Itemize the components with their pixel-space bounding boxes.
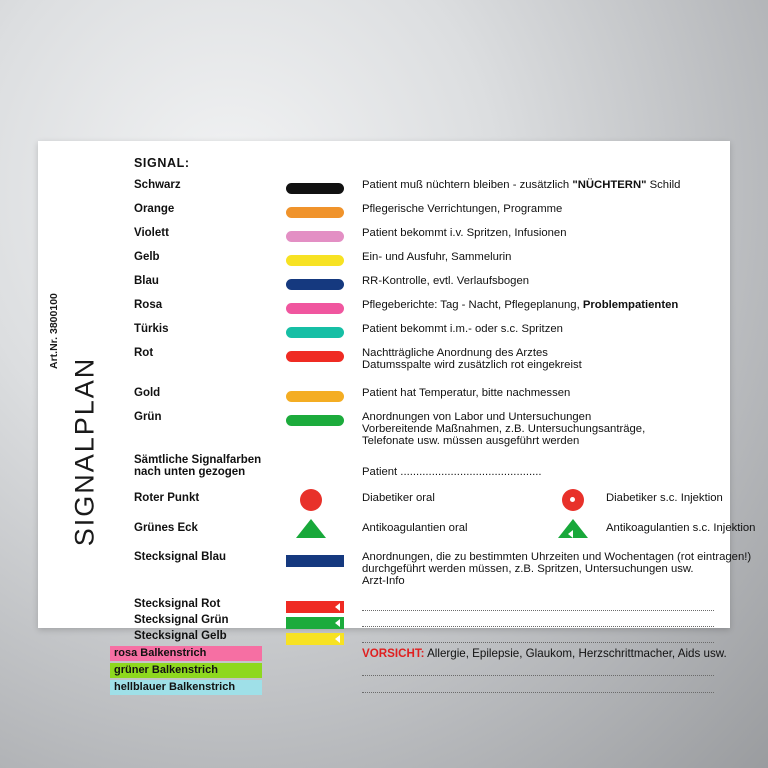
dotted-fill-line (362, 625, 714, 627)
signal-desc-line3: Telefonate usw. müssen ausgeführt werden (362, 435, 580, 447)
signal-label: Rot (134, 347, 154, 359)
signal-desc: Patient bekommt i.v. Spritzen, Infusionen (362, 227, 567, 239)
signal-desc-line2: Datumsspalte wird zusätzlich rot eingekreist (362, 359, 582, 371)
steck-desc-line2: durchgeführt werden müssen, z.B. Spritzen, Untersuchungen usw. (362, 563, 694, 575)
article-number: Art.Nr. 3800100 (48, 293, 60, 369)
steck-signal-blue-icon (286, 555, 344, 567)
steck-desc: Anordnungen, die zu bestimmten Uhrzeiten und Wochentagen (rot eintragen!) (362, 551, 752, 563)
signal-desc: Pflegerische Verrichtungen, Programme (362, 203, 563, 215)
pulled-down-label-line2: nach unten gezogen (134, 466, 246, 478)
signal-desc: Anordnungen von Labor und Untersuchungen (362, 411, 592, 423)
stripe-swatch-hellblau (110, 680, 262, 695)
steck-row-rot (96, 598, 721, 614)
color-bar-blau (286, 279, 344, 290)
pulled-down-label-line1: Sämtliche Signalfarben (134, 454, 262, 466)
steck-signal-yellow-icon (286, 633, 344, 645)
red-dot-swatch (286, 489, 352, 503)
steck-arrow-icon (335, 603, 340, 611)
page-title: SIGNALPLAN (69, 356, 100, 547)
signal-row-tuerkis (96, 323, 721, 345)
signal-desc: Patient bekommt i.m.- oder s.c. Spritzen (362, 323, 563, 335)
green-triangle-swatch (286, 517, 352, 531)
dotted-fill-line (362, 674, 714, 676)
stripe-swatch-rosa (110, 646, 262, 661)
signal-row-rosa (96, 299, 721, 321)
signal-desc: Pflegeberichte: Tag - Nacht, Pflegeplanung, Problempatienten (362, 299, 679, 311)
stripe-row-rosa (96, 646, 727, 662)
stripe-label: hellblauer Balkenstrich (114, 681, 236, 693)
signalplan-card (38, 141, 756, 693)
stripe-row-hellblau (96, 680, 721, 696)
signal-swatch (286, 253, 352, 267)
dotted-fill-line (362, 691, 714, 693)
signal-header: SIGNAL: (134, 156, 190, 170)
signal-label: Gold (134, 387, 161, 399)
triangle-notch-icon (568, 530, 573, 538)
shape-desc-right: Diabetiker s.c. Injektion (606, 492, 723, 504)
steck-signal-red-icon (286, 601, 344, 613)
signal-row-violett (96, 227, 721, 249)
signal-swatch (286, 205, 352, 219)
steck-row-blau (96, 551, 752, 597)
steck-row-gelb (96, 630, 721, 646)
signal-row-rot (96, 347, 721, 381)
steck-label: Stecksignal Blau (134, 551, 227, 563)
steck-arrow-icon (335, 635, 340, 643)
steck-body (286, 555, 344, 567)
stripe-swatch-gruen (110, 663, 262, 678)
color-bar-gruen (286, 415, 344, 426)
signal-swatch (286, 389, 352, 403)
dotted-fill-line (362, 641, 714, 643)
steck-swatch-gelb (286, 631, 352, 645)
signal-desc: RR-Kontrolle, evtl. Verlaufsbogen (362, 275, 530, 287)
red-dot-icon (300, 489, 322, 511)
signal-swatch (286, 413, 352, 427)
shape-label: Grünes Eck (134, 522, 198, 534)
signal-label: Türkis (134, 323, 169, 335)
signal-label: Rosa (134, 299, 163, 311)
signal-row-gold (96, 387, 721, 409)
signal-label: Blau (134, 275, 159, 287)
red-dot-injection-swatch (548, 489, 614, 503)
pulled-down-desc: Patient ............................................. (362, 466, 542, 478)
steck-swatch-gruen (286, 615, 352, 629)
signal-desc-line2: Vorbereitende Maßnahmen, z.B. Untersuchungsanträge, (362, 423, 646, 435)
color-bar-schwarz (286, 183, 344, 194)
signal-desc: Nachtträgliche Anordnung des Arztes (362, 347, 548, 359)
signal-label: Orange (134, 203, 175, 215)
shape-row-roter-punkt (96, 489, 721, 515)
signal-swatch (286, 181, 352, 195)
color-bar-rosa (286, 303, 344, 314)
pulled-down-row (96, 454, 721, 482)
shape-label: Roter Punkt (134, 492, 200, 504)
steck-arrow-icon (335, 619, 340, 627)
green-triangle-injection-swatch (548, 517, 614, 531)
steck-swatch-blau (286, 553, 352, 567)
color-bar-gold (286, 391, 344, 402)
steck-label: Stecksignal Gelb (134, 630, 227, 642)
signal-desc: Patient muß nüchtern bleiben - zusätzlich "NÜCHTERN" Schild (362, 179, 681, 191)
steck-row-gruen (96, 614, 721, 630)
shape-desc-left: Diabetiker oral (362, 492, 435, 504)
signal-label: Violett (134, 227, 169, 239)
signal-desc: Ein- und Ausfuhr, Sammelurin (362, 251, 512, 263)
signal-swatch (286, 277, 352, 291)
steck-desc-line3: Arzt-Info (362, 575, 405, 587)
green-triangle-notched-icon (558, 519, 588, 538)
signal-label: Schwarz (134, 179, 181, 191)
color-bar-rot (286, 351, 344, 362)
shape-row-gruenes-eck (96, 517, 756, 543)
signal-desc: Patient hat Temperatur, bitte nachmessen (362, 387, 571, 399)
signal-swatch (286, 325, 352, 339)
color-bar-gelb (286, 255, 344, 266)
signal-label: Gelb (134, 251, 160, 263)
card-content (96, 149, 756, 693)
warning-text: VORSICHT: Allergie, Epilepsie, Glaukom, Herzschrittmacher, Aids usw. (362, 647, 727, 660)
signal-label: Grün (134, 411, 162, 423)
steck-label: Stecksignal Rot (134, 598, 221, 610)
signal-swatch (286, 229, 352, 243)
color-bar-orange (286, 207, 344, 218)
signal-row-blau (96, 275, 721, 297)
color-bar-violett (286, 231, 344, 242)
steck-signal-green-icon (286, 617, 344, 629)
signal-row-gelb (96, 251, 721, 273)
stripe-row-gruen (96, 663, 721, 679)
shape-desc-right: Antikoagulantien s.c. Injektion (606, 522, 756, 534)
shape-desc-left: Antikoagulantien oral (362, 522, 468, 534)
white-center-dot-icon (570, 497, 575, 502)
signal-swatch (286, 301, 352, 315)
signal-row-orange (96, 203, 721, 225)
steck-swatch-rot (286, 599, 352, 613)
dotted-fill-line (362, 609, 714, 611)
stripe-label: rosa Balkenstrich (114, 647, 207, 659)
color-bar-tuerkis (286, 327, 344, 338)
steck-label: Stecksignal Grün (134, 614, 229, 626)
stripe-label: grüner Balkenstrich (114, 664, 218, 676)
signal-row-gruen (96, 411, 721, 457)
signal-swatch (286, 349, 352, 363)
signal-row-schwarz (96, 179, 721, 201)
green-triangle-icon (296, 519, 326, 538)
